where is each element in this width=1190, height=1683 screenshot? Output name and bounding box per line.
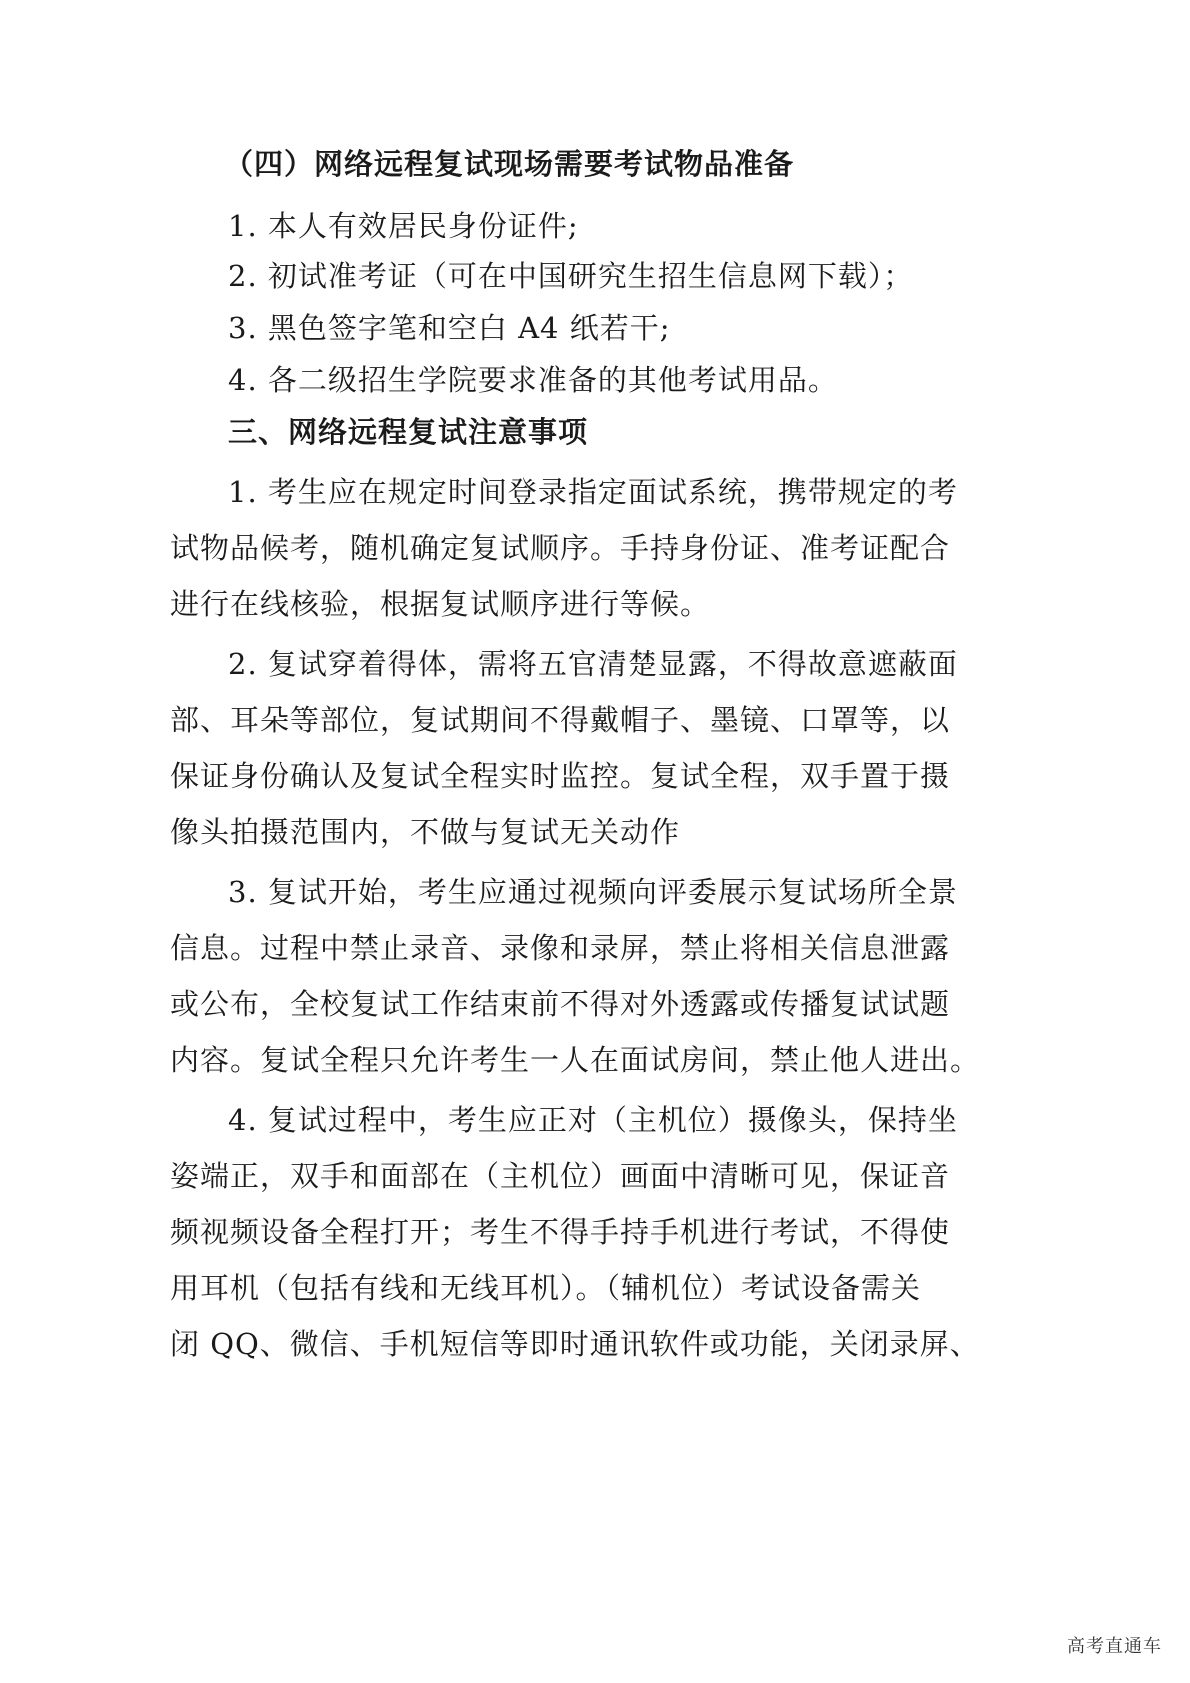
- list-item: 3. 黑色签字笔和空白 A4 纸若干;: [228, 311, 671, 345]
- paragraph-line: 闭 QQ、微信、手机短信等即时通讯软件或功能，关闭录屏、: [170, 1327, 980, 1361]
- section-heading-exam-items: （四）网络远程复试现场需要考试物品准备: [224, 147, 795, 181]
- paragraph-line: 或公布，全校复试工作结束前不得对外透露或传播复试试题: [170, 987, 951, 1021]
- list-item: 2. 初试准考证（可在中国研究生招生信息网下载）；: [228, 259, 914, 293]
- paragraph-line: 1. 考生应在规定时间登录指定面试系统，携带规定的考: [228, 475, 958, 509]
- paragraph-line: 频视频设备全程打开；考生不得手持手机进行考试，不得使: [170, 1215, 951, 1249]
- paragraph-line: 像头拍摄范围内，不做与复试无关动作: [170, 815, 681, 849]
- paragraph-line: 2. 复试穿着得体，需将五官清楚显露，不得故意遮蔽面: [228, 647, 958, 681]
- paragraph-line: 保证身份确认及复试全程实时监控。复试全程，双手置于摄: [170, 759, 951, 793]
- list-item: 4. 各二级招生学院要求准备的其他考试用品。: [228, 363, 838, 397]
- paragraph-line: 3. 复试开始，考生应通过视频向评委展示复试场所全景: [228, 875, 958, 909]
- list-item: 1. 本人有效居民身份证件;: [228, 209, 579, 243]
- paragraph-line: 部、耳朵等部位，复试期间不得戴帽子、墨镜、口罩等，以: [170, 703, 951, 737]
- paragraph-line: 姿端正，双手和面部在（主机位）画面中清晰可见，保证音: [170, 1159, 951, 1193]
- paragraph-line: 内容。复试全程只允许考生一人在面试房间，禁止他人进出。: [170, 1043, 981, 1077]
- paragraph-line: 试物品候考，随机确定复试顺序。手持身份证、准考证配合: [170, 531, 951, 565]
- watermark-text: 高考直通车: [1067, 1636, 1162, 1657]
- section-heading-notes: 三、网络远程复试注意事项: [228, 415, 589, 449]
- paragraph-line: 用耳机（包括有线和无线耳机）。（辅机位）考试设备需关: [170, 1271, 922, 1305]
- paragraph-line: 4. 复试过程中，考生应正对（主机位）摄像头，保持坐: [228, 1103, 958, 1137]
- paragraph-line: 进行在线核验，根据复试顺序进行等候。: [170, 587, 711, 621]
- paragraph-line: 信息。过程中禁止录音、录像和录屏，禁止将相关信息泄露: [170, 931, 951, 965]
